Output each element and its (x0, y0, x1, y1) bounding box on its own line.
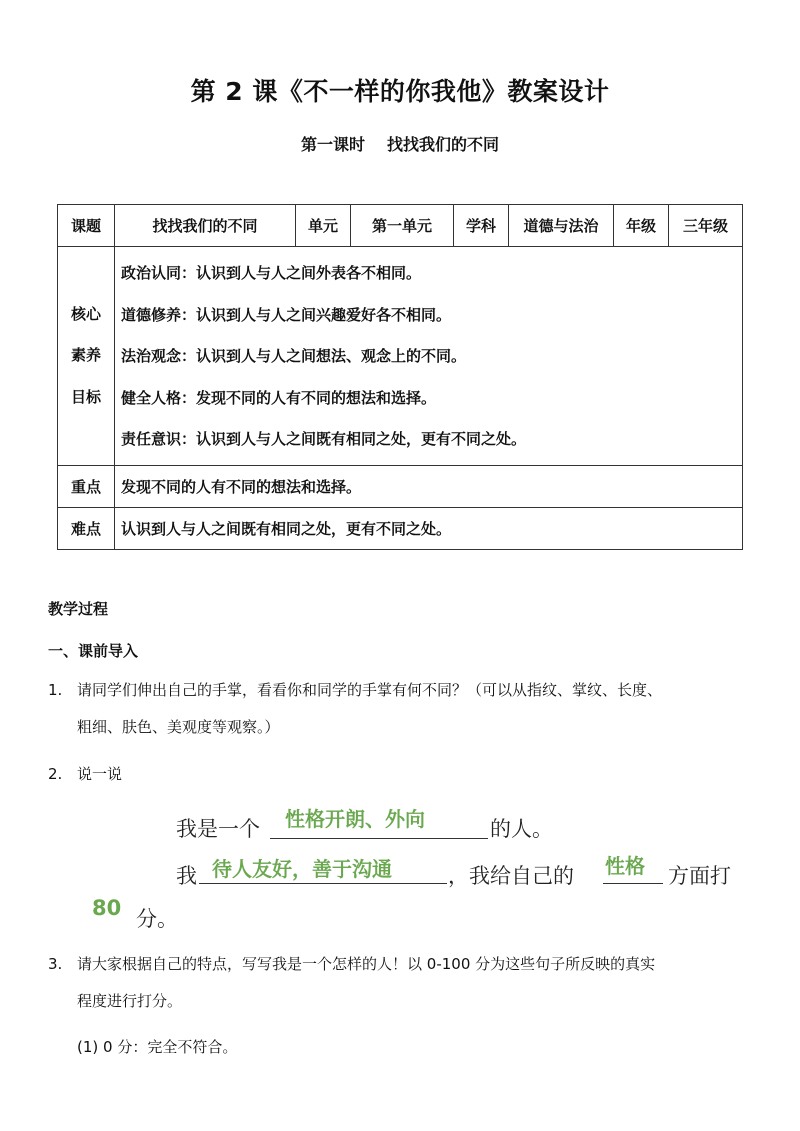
goal-item: 政治认同：认识到人与人之间外表各不相同。 (121, 264, 422, 282)
item-number: 1. (48, 681, 63, 699)
goal-item: 法治观念：认识到人与人之间想法、观念上的不同。 (121, 347, 467, 365)
list-item (48, 946, 758, 1020)
grade-value: 三年级 (669, 205, 743, 247)
blank-underline (270, 838, 488, 839)
worksheet-score: 80 (92, 896, 122, 920)
worksheet-line2-suffix: 方面打 (668, 864, 731, 888)
item-number: 2. (48, 765, 63, 783)
worksheet-line1-suffix: 的人。 (490, 817, 553, 841)
goals-list (115, 247, 743, 466)
subtitle-topic: 找找我们的不同 (387, 135, 500, 154)
unit-value: 第一单元 (351, 205, 454, 247)
topic-value: 找找我们的不同 (115, 205, 296, 247)
blank-underline (603, 883, 663, 884)
goal-item: 道德修养：认识到人与人之间兴趣爱好各不相同。 (121, 305, 452, 324)
difficult-point-row (58, 507, 743, 549)
difficult-point-value: 认识到人与人之间既有相同之处，更有不同之处。 (115, 507, 743, 549)
key-point-label: 重点 (58, 465, 115, 507)
item-line: 请大家根据自己的特点，写写我是一个怎样的人！以 0-100 分为这些句子所反映的真实 (77, 955, 656, 973)
goals-label: 核心 素养 目标 (58, 247, 115, 466)
list-item (48, 672, 758, 746)
sub-item: (1) 0 分：完全不符合。 (77, 1038, 238, 1056)
item-line: 说一说 (77, 765, 123, 783)
worksheet-line2-fill: 待人友好，善于沟通 (212, 857, 392, 881)
subject-label: 学科 (454, 205, 509, 247)
doc-subtitle (0, 132, 800, 155)
goal-item: 健全人格：发现不同的人有不同的想法和选择。 (121, 388, 437, 407)
list-item (48, 756, 758, 793)
unit-label: 单元 (296, 205, 351, 247)
item-line: 程度进行打分。 (77, 992, 183, 1010)
blank-underline (199, 883, 447, 884)
section-intro-heading: 一、课前导入 (48, 642, 139, 660)
goals-row (58, 247, 743, 466)
item-line: 粗细、肤色、美观度等观察。） (77, 718, 280, 736)
worksheet-line2-middle: ，我给自己的 (448, 864, 574, 888)
table-header-row (58, 205, 743, 247)
lesson-info-table (57, 204, 743, 550)
goal-item: 责任意识：认识到人与人之间既有相同之处，更有不同之处。 (121, 430, 527, 448)
worksheet-line1-prefix: 我是一个 (176, 817, 260, 841)
item-line: 请同学们伸出自己的手掌，看看你和同学的手掌有何不同？（可以从指纹、掌纹、长度、 (77, 681, 663, 699)
process-heading: 教学过程 (48, 600, 109, 618)
item-number: 3. (48, 955, 63, 973)
topic-label: 课题 (58, 205, 115, 247)
key-point-row (58, 465, 743, 507)
worksheet-line2-fill2: 性格 (605, 854, 645, 878)
difficult-point-label: 难点 (58, 507, 115, 549)
worksheet-line3-suffix: 分。 (136, 907, 178, 931)
doc-title: 第 2 课《不一样的你我他》教案设计 (190, 77, 610, 106)
subtitle-lesson: 第一课时 (300, 135, 365, 154)
worksheet-line2-prefix: 我 (176, 864, 197, 888)
grade-label: 年级 (614, 205, 669, 247)
subject-value: 道德与法治 (509, 205, 614, 247)
key-point-value: 发现不同的人有不同的想法和选择。 (115, 465, 743, 507)
worksheet-line1-fill: 性格开朗、外向 (285, 807, 425, 831)
